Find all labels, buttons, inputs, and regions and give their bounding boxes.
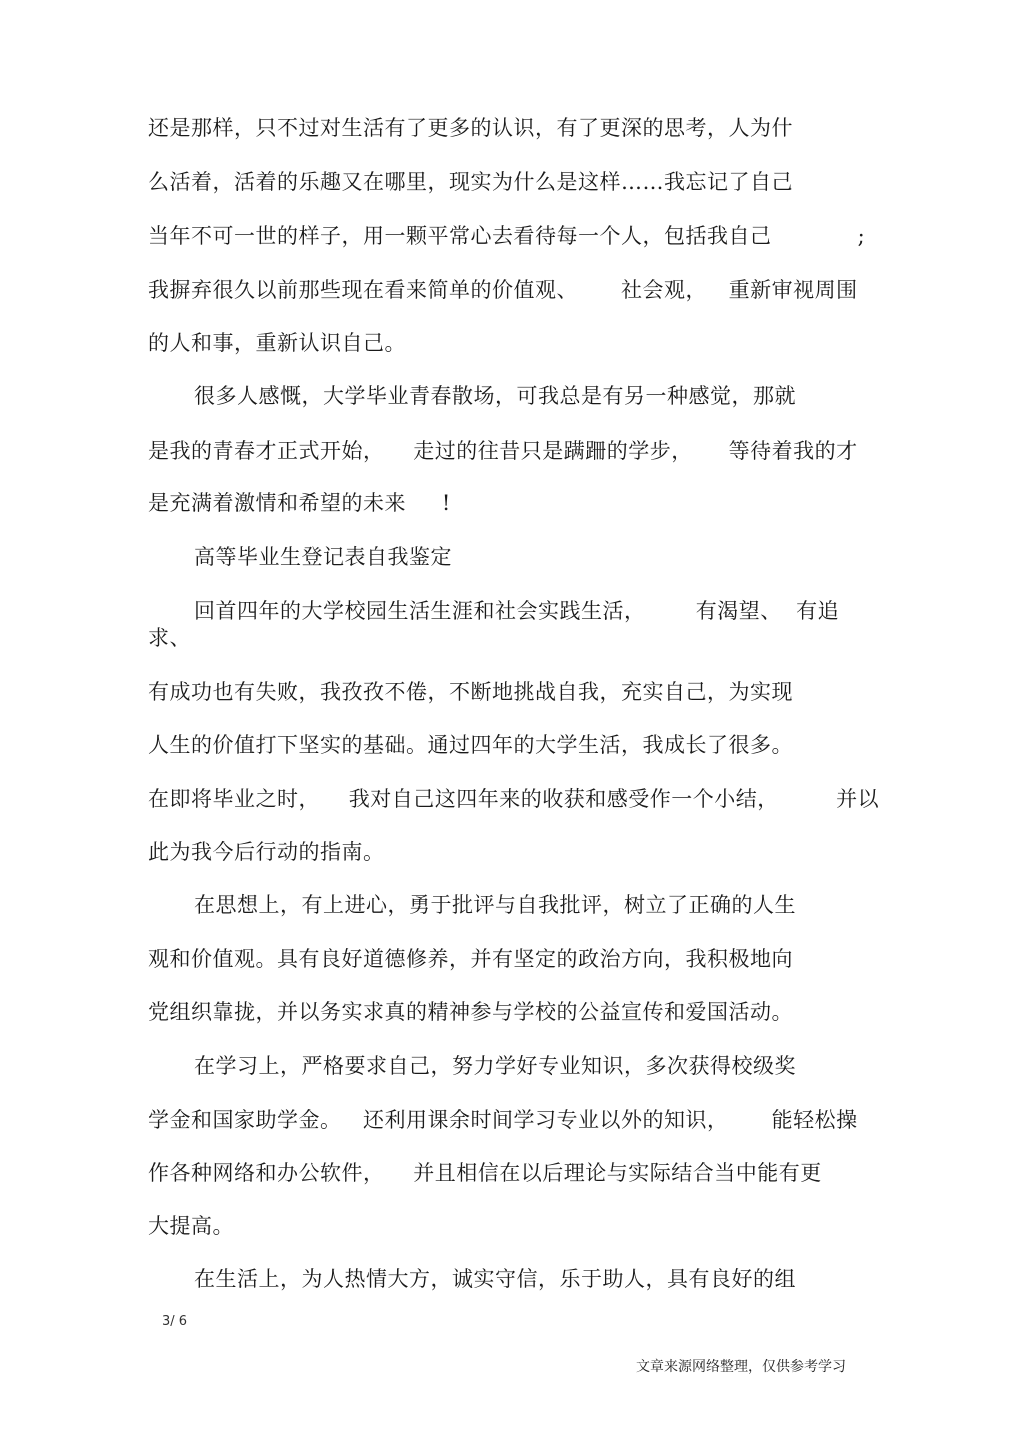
text-line: 是我的青春才正式开始， 走过的往昔只是蹒跚的学步， 等待着我的才 — [148, 439, 858, 463]
text-line: 此为我今后行动的指南。 — [148, 840, 385, 864]
text-line: 在即将毕业之时， 我对自己这四年来的收获和感受作一个小结， 并以 — [148, 787, 880, 811]
section-heading: 高等毕业生登记表自我鉴定 — [194, 545, 452, 569]
text-line: 有成功也有失败，我孜孜不倦，不断地挑战自我，充实自己，为实现 — [148, 680, 793, 704]
page-number: 3/ 6 — [162, 1314, 188, 1329]
text-line: 大提高。 — [148, 1214, 234, 1238]
footer-note: 文章来源网络整理，仅供参考学习 — [636, 1359, 846, 1375]
text-line: 学金和国家助学金。 还利用课余时间学习专业以外的知识， 能轻松操 — [148, 1108, 858, 1132]
text-line: 党组织靠拢，并以务实求真的精神参与学校的公益宣传和爱国活动。 — [148, 1000, 793, 1024]
text-line: 么活着，活着的乐趣又在哪里，现实为什么是这样……我忘记了自己 — [148, 170, 793, 194]
paragraph-start-line: 回首四年的大学校园生活生涯和社会实践生活， 有渴望、 有追 — [194, 599, 840, 623]
text-line: 的人和事，重新认识自己。 — [148, 331, 406, 355]
paragraph-start-line: 很多人感慨，大学毕业青春散场，可我总是有另一种感觉，那就 — [194, 384, 796, 408]
text-line: 是充满着激情和希望的未来 ! — [148, 491, 451, 515]
paragraph-start-line: 在生活上，为人热情大方，诚实守信，乐于助人，具有良好的组 — [194, 1267, 796, 1291]
text-line: 求、 — [148, 626, 191, 650]
text-line: 我摒弃很久以前那些现在看来简单的价值观、 社会观， 重新审视周围 — [148, 278, 858, 302]
text-line: 观和价值观。具有良好道德修养，并有坚定的政治方向，我积极地向 — [148, 947, 793, 971]
text-line: 当年不可一世的样子，用一颗平常心去看待每一个人，包括我自己 ; — [148, 224, 866, 248]
text-line: 人生的价值打下坚实的基础。通过四年的大学生活，我成长了很多。 — [148, 733, 793, 757]
paragraph-start-line: 在思想上，有上进心，勇于批评与自我批评，树立了正确的人生 — [194, 893, 796, 917]
text-line: 作各种网络和办公软件， 并且相信在以后理论与实际结合当中能有更 — [148, 1161, 822, 1185]
paragraph-start-line: 在学习上，严格要求自己，努力学好专业知识，多次获得校级奖 — [194, 1054, 796, 1078]
text-line: 还是那样，只不过对生活有了更多的认识，有了更深的思考，人为什 — [148, 116, 793, 140]
